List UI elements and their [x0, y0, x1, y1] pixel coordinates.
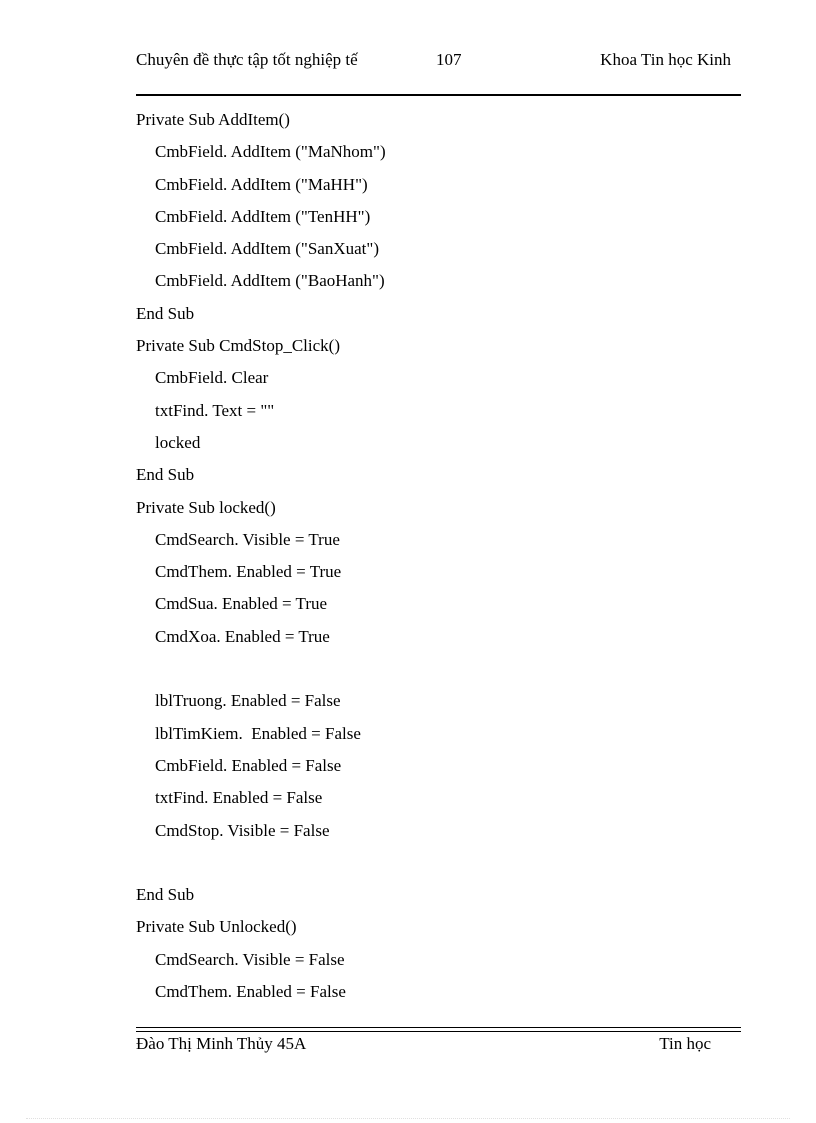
code-line: End Sub [136, 303, 195, 323]
code-line: CmbField. Clear [155, 368, 269, 388]
code-line: CmdThem. Enabled = False [155, 982, 346, 1002]
footer-author: Đào Thị Minh Thủy 45A [136, 1034, 307, 1053]
code-line: CmbField. Enabled = False [155, 755, 342, 775]
code-line: Private Sub Unlocked() [136, 917, 297, 937]
code-line: txtFind. Text = "" [155, 400, 275, 420]
footer-divider [136, 1027, 741, 1032]
header-page-number: 107 [436, 50, 462, 69]
code-listing [136, 107, 741, 1011]
code-line: Private Sub CmdStop_Click() [136, 336, 340, 356]
code-line: CmbField. AddItem ("TenHH") [155, 206, 371, 226]
footer-class: Tin học [659, 1034, 711, 1053]
code-line: CmbField. AddItem ("MaHH") [155, 174, 368, 194]
code-line: CmbField. AddItem ("BaoHanh") [155, 271, 385, 291]
code-line: CmdThem. Enabled = True [155, 562, 342, 582]
code-line: CmdSua. Enabled = True [155, 594, 328, 614]
header-department: Khoa Tin học Kinh [600, 50, 731, 69]
code-line: CmdXoa. Enabled = True [155, 626, 330, 646]
code-line: CmbField. AddItem ("SanXuat") [155, 239, 379, 259]
code-blank-line [136, 656, 741, 688]
code-line: lblTruong. Enabled = False [155, 691, 341, 711]
code-line: locked [155, 432, 201, 452]
code-blank-line [136, 850, 741, 882]
code-line: CmbField. AddItem ("MaNhom") [155, 142, 386, 162]
page-edge-divider [26, 1118, 790, 1119]
code-line: End Sub [136, 465, 195, 485]
code-line: CmdSearch. Visible = False [155, 949, 345, 969]
code-line: Private Sub locked() [136, 497, 276, 517]
code-line: CmdStop. Visible = False [155, 820, 330, 840]
code-line: Private Sub AddItem() [136, 110, 290, 129]
header-document-title: Chuyên đề thực tập tốt nghiệp tế [136, 50, 358, 69]
code-line: txtFind. Enabled = False [155, 788, 323, 808]
code-line: CmdSearch. Visible = True [155, 529, 340, 549]
code-line: End Sub [136, 885, 195, 905]
page-header [136, 50, 741, 94]
header-divider [136, 94, 741, 96]
code-line: lblTimKiem. Enabled = False [155, 723, 361, 743]
